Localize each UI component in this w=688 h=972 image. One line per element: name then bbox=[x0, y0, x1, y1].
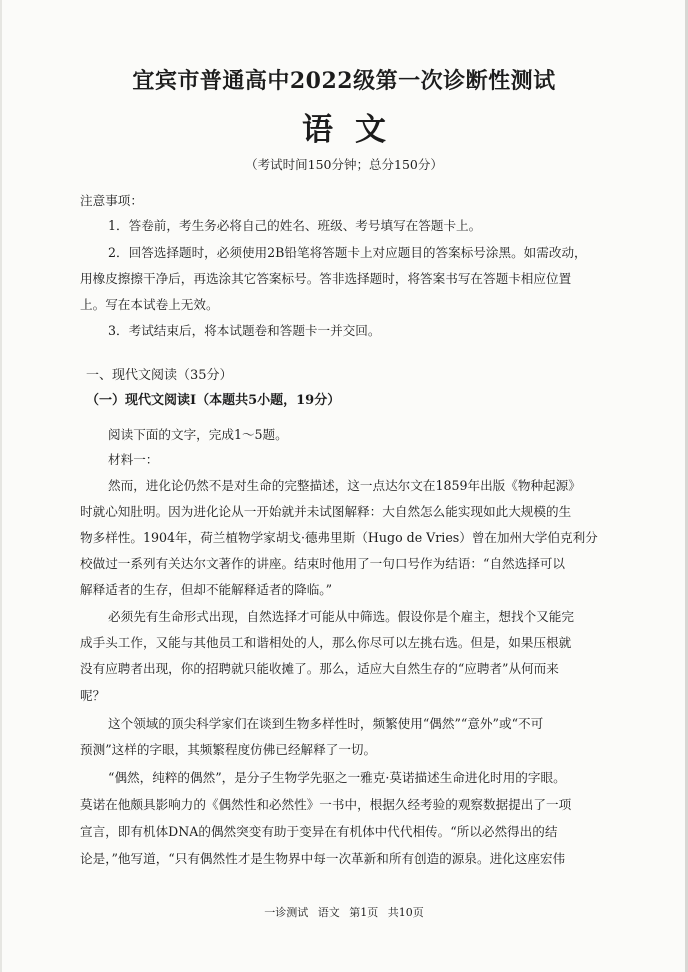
material-label: 材料一： bbox=[108, 452, 159, 467]
passage-line: 这个领域的顶尖科学家们在谈到生物多样性时，频繁使用“偶然”“意外”或“不可 bbox=[108, 716, 544, 731]
passage-line: 呢？ bbox=[80, 688, 106, 703]
note-line: 3．考试结束后，将本试题卷和答题卡一并交回。 bbox=[108, 323, 381, 338]
note-line: 2．回答选择题时，必须使用2B铅笔将答题卡上对应题目的答案标号涂黑。如需改动， bbox=[108, 245, 587, 260]
note-line: 1．答卷前，考生务必将自己的姓名、班级、考号填写在答题卡上。 bbox=[108, 218, 482, 233]
passage-line: “偶然，纯粹的偶然”，是分子生物学先驱之一雅克·莫诺描述生命进化时用的字眼。 bbox=[108, 770, 566, 785]
passage-line: 校做过一系列有关达尔文著作的讲座。结束时他用了一句口号作为结语：“自然选择可以 bbox=[80, 556, 566, 571]
passage-line: 解释适者的生存，但却不能解释适者的降临。” bbox=[80, 582, 333, 597]
time-info: （考试时间150分钟；总分150分） bbox=[245, 157, 443, 172]
notes-heading: 注意事项： bbox=[80, 193, 143, 208]
passage-line: 没有应聘者出现，你的招聘就只能收摊了。那么，适应大自然生存的“应聘者”从何而来 bbox=[80, 661, 559, 676]
passage-line: 论是，”他写道，“只有偶然性才是生物界中每一次革新和所有创造的源泉。进化这座宏伟 bbox=[80, 851, 566, 866]
subject-title: 语文 bbox=[302, 112, 408, 148]
passage-line: 必须先有生命形式出现，自然选择才可能从中筛选。假设你是个雇主，想找个又能完 bbox=[108, 609, 574, 624]
part-one-heading: 一、现代文阅读（35分） bbox=[86, 368, 233, 383]
instruction: 阅读下面的文字，完成1～5题。 bbox=[108, 427, 288, 442]
passage-line: 物多样性。1904年，荷兰植物学家胡戈·德弗里斯（Hugo de Vries）曾在加州大学伯克利分 bbox=[80, 530, 598, 545]
exam-title: 宜宾市普通高中2022级第一次诊断性测试 bbox=[132, 68, 556, 94]
passage-line: 宣言，即有机体DNA的偶然突变有助于变异在有机体中代代相传。“所以必然得出的结 bbox=[80, 824, 558, 839]
page-footer: 一诊测试 语文 第1页 共10页 bbox=[264, 906, 424, 919]
sub-one-heading: （一）现代文阅读Ⅰ（本题共5小题，19分） bbox=[86, 393, 341, 408]
passage-line: 时就心知肚明。因为进化论从一开始就并未试图解释：大自然怎么能实现如此大规模的生 bbox=[80, 504, 572, 519]
passage-line: 然而，进化论仍然不是对生命的完整描述，这一点达尔文在1859年出版《物种起源》 bbox=[108, 478, 581, 493]
passage-line: 预测”这样的字眼，其频繁程度仿佛已经解释了一切。 bbox=[80, 742, 377, 757]
note-line: 用橡皮擦擦干净后，再选涂其它答案标号。答非选择题时，将答案书写在答题卡相应位置 bbox=[80, 271, 572, 286]
passage-line: 成手头工作，又能与其他员工和谐相处的人，那么你尽可以左挑右选。但是，如果压根就 bbox=[80, 635, 572, 650]
passage-line: 莫诺在他颇具影响力的《偶然性和必然性》一书中，根据久经考验的观察数据提出了一项 bbox=[80, 797, 572, 812]
note-line: 上。写在本试卷上无效。 bbox=[80, 297, 219, 312]
